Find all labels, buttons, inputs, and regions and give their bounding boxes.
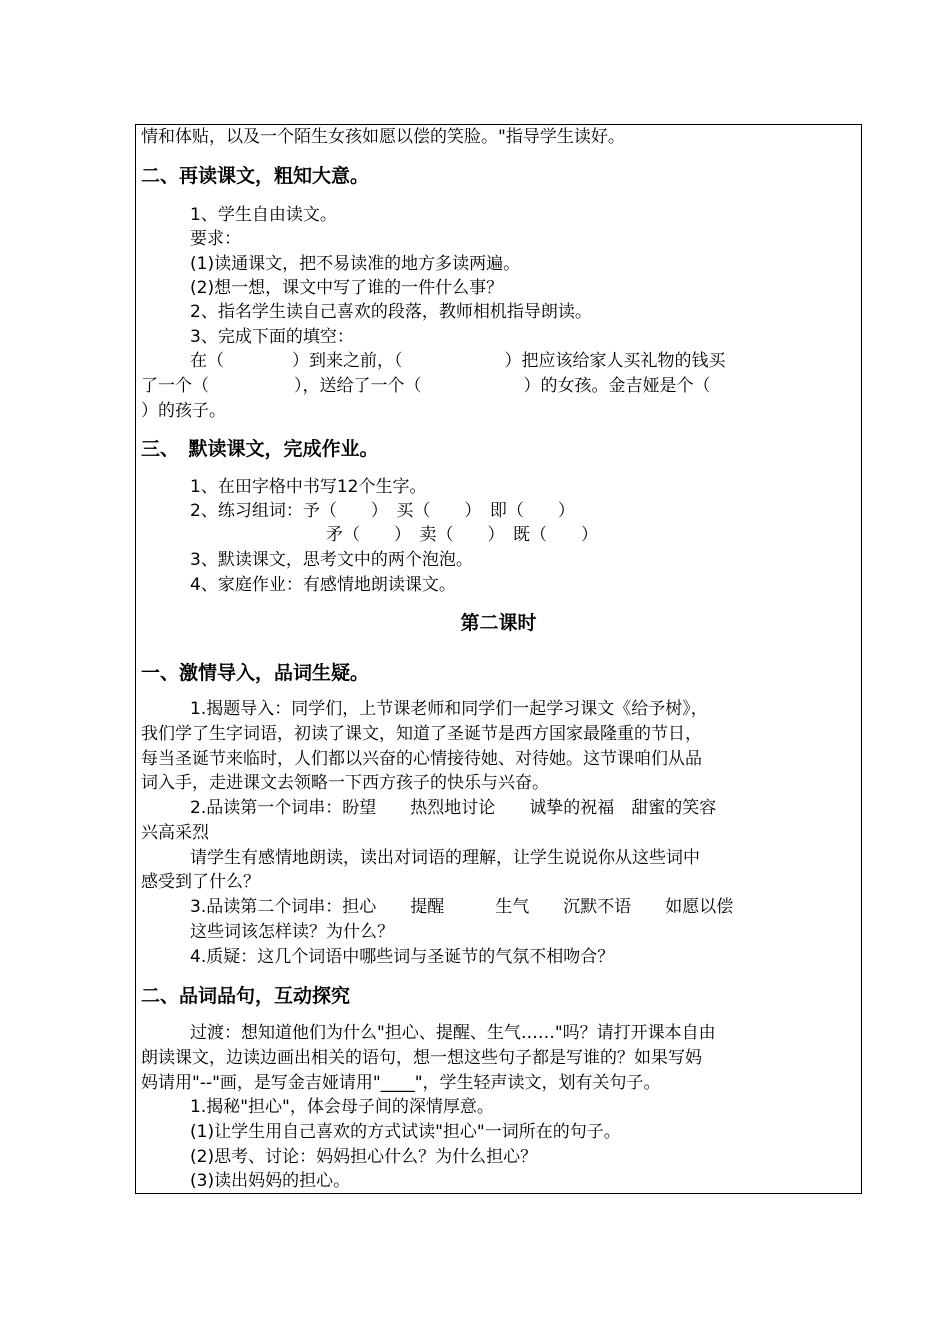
text-line: 朗读课文，边读边画出相关的语句，想一想这些句子都是写谁的？如果写妈 (141, 1048, 702, 1068)
text-line: (3)读出妈妈的担心。 (190, 1171, 351, 1191)
text-line: 矛（ ） 卖（ ） 既（ ） (326, 525, 598, 545)
text-line: 2、指名学生读自己喜欢的段落，教师相机指导朗读。 (190, 302, 592, 322)
text-line: (2)思考、讨论：妈妈担心什么？为什么担心？ (190, 1147, 538, 1167)
text-line: (1)读通课文，把不易读准的地方多读两遍。 (190, 254, 521, 274)
text-line: 3、默读课文，思考文中的两个泡泡。 (190, 550, 473, 570)
text-line: 每当圣诞节来临时，人们都以兴奋的心情接待她、对待她。这节课咱们从品 (141, 749, 702, 769)
text-line: (1)让学生用自己喜欢的方式试读"担心"一词所在的句子。 (190, 1122, 621, 1142)
text-line: 请学生有感情地朗读，读出对词语的理解，让学生说说你从这些词中 (190, 848, 700, 868)
text-line: 1、在田字格中书写12个生字。 (190, 477, 427, 497)
text-line: 感受到了什么？ (141, 872, 260, 892)
text-line: ）的孩子。 (141, 401, 226, 421)
text-line: 我们学了生字词语，初读了课文，知道了圣诞节是西方国家最隆重的节日， (141, 724, 702, 744)
text-line: 兴高采烈 (141, 823, 209, 843)
section-heading: 一、激情导入，品词生疑。 (141, 662, 370, 684)
text-line: 4.质疑：这几个词语中哪些词与圣诞节的气氛不相吻合？ (190, 947, 615, 967)
section-heading: 二、再读课文，粗知大意。 (141, 165, 370, 187)
text-line: 1.揭题导入：同学们，上节课老师和同学们一起学习课文《给予树》， (190, 699, 708, 719)
text-line: 3.品读第二个词串：担心 提醒 生气 沉默不语 如愿以偿 (190, 897, 734, 917)
text-line: 2、练习组词：予（ ） 买（ ） 即（ ） (190, 501, 575, 521)
text-line: 了一个（ ），送给了一个（ ）的女孩。金吉娅是个（ (141, 376, 711, 396)
text-line: 2.品读第一个词串：盼望 热烈地讨论 诚挚的祝福 甜蜜的笑容 (190, 798, 717, 818)
text-line: 4、家庭作业：有感情地朗读课文。 (190, 575, 456, 595)
text-line: 3、完成下面的填空： (190, 327, 354, 347)
text-line: 这些词该怎样读？为什么？ (190, 922, 394, 942)
section-heading: 三、 默读课文，完成作业。 (141, 438, 379, 460)
text-line: 1、学生自由读文。 (190, 205, 337, 225)
text-line: 1.揭秘"担心"，体会母子间的深情厚意。 (190, 1097, 494, 1117)
text-line: 妈请用"--"画，是写金吉娅请用"____"，学生轻声读文，划有关句子。 (141, 1073, 661, 1093)
text-line: 过渡：想知道他们为什么"担心、提醒、生气……"吗？请打开课本自由 (190, 1023, 716, 1043)
text-line: 要求： (190, 229, 241, 249)
text-line: 在（ ）到来之前，（ ）把应该给家人买礼物的钱买 (190, 351, 726, 371)
text-line: 情和体贴，以及一个陌生女孩如愿以偿的笑脸。"指导学生读好。 (141, 127, 625, 147)
text-line: (2)想一想，课文中写了谁的一件什么事？ (190, 278, 504, 298)
text-line: 词入手，走进课文去领略一下西方孩子的快乐与兴奋。 (141, 773, 549, 793)
section-heading: 二、品词品句，互动探究 (141, 985, 351, 1007)
lesson-title: 第二课时 (460, 612, 537, 634)
